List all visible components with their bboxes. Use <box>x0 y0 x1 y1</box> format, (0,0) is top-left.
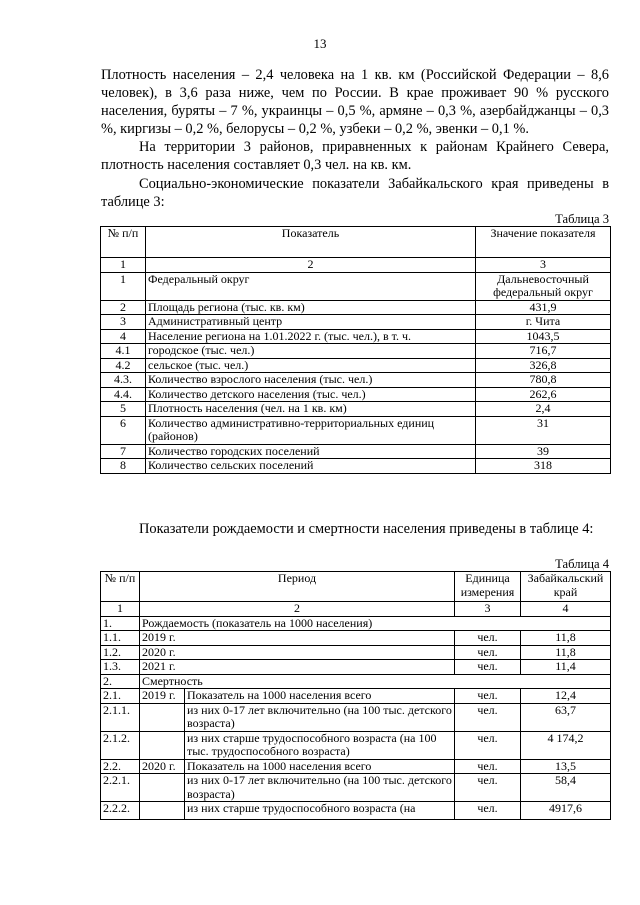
t3-cell-indicator: Количество взрослого населения (тыс. чел.) <box>146 373 476 388</box>
t4-cell-year: 2020 г. <box>140 759 185 774</box>
t3-cell-value: г. Чита <box>476 315 611 330</box>
t3-cell-indicator: Количество детского населения (тыс. чел.) <box>146 387 476 402</box>
t3-cell-indicator: Плотность населения (чел. на 1 кв. км) <box>146 402 476 417</box>
paragraph-population-density: Плотность населения – 2,4 человека на 1 кв. км (Российской Федерации – 8,6 человек), в 3,6 раза ниже, чем по России. В крае проживает 90 % русского населения, буряты – 7 %, украинцы – 0,5 %, армяне – 0,3 %, азербайджанцы – 0,3 %, киргизы – 0,2 %, белорусы – 0,2 %, узбеки – 0,2 %, эвенки – 0,1 %. <box>101 67 609 137</box>
t3-cell-num: 6 <box>101 416 146 444</box>
table4 <box>100 571 611 820</box>
table-row <box>101 459 611 474</box>
table4-caption: Таблица 4 <box>555 557 609 571</box>
t3-cell-indicator: Количество городских поселений <box>146 444 476 459</box>
t3-cell-num: 5 <box>101 402 146 417</box>
t3-numbering: 1 <box>101 258 146 273</box>
t4-header-num: № п/п <box>101 572 140 602</box>
t3-cell-value: 1043,5 <box>476 329 611 344</box>
t3-cell-num: 1 <box>101 272 146 300</box>
t3-cell-value: 31 <box>476 416 611 444</box>
t3-cell-num: 4 <box>101 329 146 344</box>
t3-cell-num: 4.2 <box>101 358 146 373</box>
t4-cell-value: 11,4 <box>521 660 611 675</box>
t3-cell-indicator: Количество административно-территориальных единиц (районов) <box>146 416 476 444</box>
t4-cell-value: 11,8 <box>521 645 611 660</box>
t4-cell-year <box>140 731 185 759</box>
table-row <box>101 731 611 759</box>
t4-cell-desc: из них старше трудоспособного возраста (на <box>185 802 455 820</box>
table-row <box>101 616 611 631</box>
t4-cell-num: 1.3. <box>101 660 140 675</box>
paragraph-far-north: На территории 3 районов, приравненных к районам Крайнего Севера, плотность населения составляет 0,3 чел. на кв. км. <box>101 139 609 173</box>
t4-cell-value: 11,8 <box>521 631 611 646</box>
table-row <box>101 416 611 444</box>
t4-cell-period: 2019 г. <box>140 631 455 646</box>
t4-cell-value: 13,5 <box>521 759 611 774</box>
t4-cell-unit: чел. <box>455 660 521 675</box>
t3-cell-value: 431,9 <box>476 300 611 315</box>
t4-cell-unit: чел. <box>455 645 521 660</box>
t4-cell-num: 2. <box>101 674 140 689</box>
t3-cell-indicator: Площадь региона (тыс. кв. км) <box>146 300 476 315</box>
t3-cell-num: 4.4. <box>101 387 146 402</box>
t4-cell-num: 1.2. <box>101 645 140 660</box>
t3-cell-value: 39 <box>476 444 611 459</box>
t4-cell-unit: чел. <box>455 731 521 759</box>
t4-numbering: 1 <box>101 602 140 617</box>
t3-cell-value: 716,7 <box>476 344 611 359</box>
table-row <box>101 373 611 388</box>
table-row <box>101 645 611 660</box>
t3-cell-indicator: Административный центр <box>146 315 476 330</box>
t4-cell-num: 2.1.2. <box>101 731 140 759</box>
t4-cell-value: 63,7 <box>521 703 611 731</box>
table-row <box>101 387 611 402</box>
table-row <box>101 689 611 704</box>
t3-cell-value: 326,8 <box>476 358 611 373</box>
t4-cell-num: 2.2.2. <box>101 802 140 820</box>
t4-numbering: 2 <box>140 602 455 617</box>
t4-cell-unit: чел. <box>455 759 521 774</box>
t4-cell-desc: из них 0-17 лет включительно (на 100 тыс. детского возраста) <box>185 774 455 802</box>
t4-cell-desc: из них старше трудоспособного возраста (на 100 тыс. трудоспособного возраста) <box>185 731 455 759</box>
t3-cell-value: Дальневосточный федеральный округ <box>476 272 611 300</box>
table-row <box>101 660 611 675</box>
t4-cell-year <box>140 774 185 802</box>
t4-cell-unit: чел. <box>455 631 521 646</box>
t4-cell-value: 12,4 <box>521 689 611 704</box>
table-row <box>101 272 611 300</box>
table-row <box>101 802 611 820</box>
table-row <box>101 759 611 774</box>
t4-cell-num: 1.1. <box>101 631 140 646</box>
table-row <box>101 329 611 344</box>
table-row <box>101 444 611 459</box>
t4-cell-unit: чел. <box>455 689 521 704</box>
table-row <box>101 300 611 315</box>
t4-cell-desc: Показатель на 1000 населения всего <box>185 689 455 704</box>
t3-cell-value: 318 <box>476 459 611 474</box>
table-row <box>101 703 611 731</box>
t4-numbering: 4 <box>521 602 611 617</box>
t4-cell-value: 58,4 <box>521 774 611 802</box>
t3-cell-indicator: Количество сельских поселений <box>146 459 476 474</box>
t3-cell-num: 7 <box>101 444 146 459</box>
t4-cell-unit: чел. <box>455 802 521 820</box>
table-row <box>101 344 611 359</box>
t4-cell-desc: из них 0-17 лет включительно (на 100 тыс. детского возраста) <box>185 703 455 731</box>
t3-header-num: № п/п <box>101 227 146 258</box>
t3-cell-num: 4.3. <box>101 373 146 388</box>
t3-cell-value: 262,6 <box>476 387 611 402</box>
t3-cell-num: 8 <box>101 459 146 474</box>
t4-numbering: 3 <box>455 602 521 617</box>
table-row <box>101 631 611 646</box>
t3-numbering: 2 <box>146 258 476 273</box>
table-row <box>101 358 611 373</box>
t4-cell-section: Смертность <box>140 674 611 689</box>
t4-header-region: Забайкальский край <box>521 572 611 602</box>
t4-cell-period: 2020 г. <box>140 645 455 660</box>
t3-cell-indicator: Федеральный округ <box>146 272 476 300</box>
t3-cell-num: 2 <box>101 300 146 315</box>
t4-cell-year <box>140 802 185 820</box>
t4-cell-section: Рождаемость (показатель на 1000 населения) <box>140 616 611 631</box>
t3-cell-num: 4.1 <box>101 344 146 359</box>
t4-cell-unit: чел. <box>455 774 521 802</box>
t4-cell-value: 4 174,2 <box>521 731 611 759</box>
paragraph-table4-intro: Показатели рождаемости и смертности населения приведены в таблице 4: <box>139 521 594 537</box>
t3-cell-indicator: городское (тыс. чел.) <box>146 344 476 359</box>
t3-header-value: Значение показателя <box>476 227 611 258</box>
t4-header-period: Период <box>140 572 455 602</box>
table-row <box>101 402 611 417</box>
paragraph-table3-intro: Социально-экономические показатели Забайкальского края приведены в таблице 3: <box>101 176 609 210</box>
t3-cell-value: 2,4 <box>476 402 611 417</box>
table3 <box>100 226 611 474</box>
t4-cell-num: 2.1.1. <box>101 703 140 731</box>
t4-header-unit: Единица измерения <box>455 572 521 602</box>
page-number: 13 <box>313 36 327 51</box>
t4-cell-year: 2019 г. <box>140 689 185 704</box>
t4-cell-num: 1. <box>101 616 140 631</box>
t3-cell-value: 780,8 <box>476 373 611 388</box>
t3-header-indicator: Показатель <box>146 227 476 258</box>
table-row <box>101 315 611 330</box>
t3-numbering: 3 <box>476 258 611 273</box>
t3-cell-indicator: сельское (тыс. чел.) <box>146 358 476 373</box>
t3-cell-indicator: Население региона на 1.01.2022 г. (тыс. чел.), в т. ч. <box>146 329 476 344</box>
t4-cell-desc: Показатель на 1000 населения всего <box>185 759 455 774</box>
t4-cell-num: 2.2.1. <box>101 774 140 802</box>
t3-cell-num: 3 <box>101 315 146 330</box>
table-row <box>101 674 611 689</box>
t4-cell-period: 2021 г. <box>140 660 455 675</box>
table3-caption: Таблица 3 <box>555 212 609 226</box>
t4-cell-unit: чел. <box>455 703 521 731</box>
table-row <box>101 774 611 802</box>
t4-cell-num: 2.2. <box>101 759 140 774</box>
t4-cell-value: 4917,6 <box>521 802 611 820</box>
t4-cell-year <box>140 703 185 731</box>
t4-cell-num: 2.1. <box>101 689 140 704</box>
